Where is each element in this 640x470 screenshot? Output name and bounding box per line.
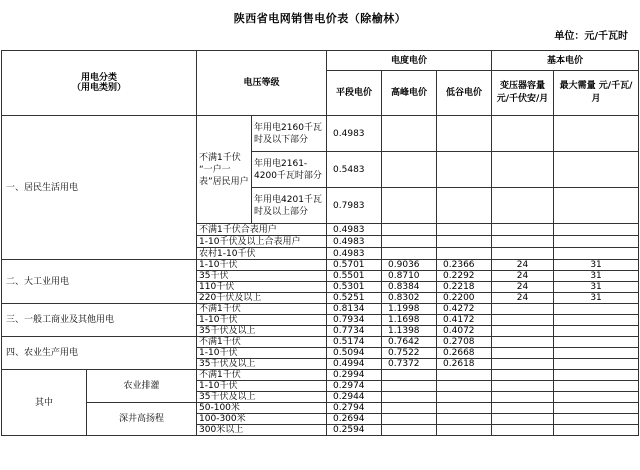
category-agriculture: 四、农业生产用电 [2, 337, 197, 370]
demand-cell: 31 [554, 260, 639, 271]
flat-cell: 0.5701 [327, 260, 382, 271]
voltage-cell: 300米以上 [197, 425, 327, 436]
header-energy-price: 电度电价 [327, 51, 492, 71]
valley-cell: 0.4072 [437, 326, 492, 337]
voltage-cell: 35千伏及以上 [197, 326, 327, 337]
one-meter-label: 不满1千伏 “一户一表”居民用户 [197, 116, 252, 224]
valley-cell: 0.4172 [437, 315, 492, 326]
flat-cell: 0.2944 [327, 392, 382, 403]
price-table [1, 50, 639, 436]
irrigation-label: 农业排灌 [87, 370, 197, 403]
category-industrial: 二、大工业用电 [2, 260, 197, 304]
header-peak: 高峰电价 [382, 71, 437, 116]
peak-cell: 0.7522 [382, 348, 437, 359]
header-valley: 低谷电价 [437, 71, 492, 116]
flat-cell: 0.2594 [327, 425, 382, 436]
voltage-cell: 1-10千伏 [197, 381, 327, 392]
transformer-cell: 24 [492, 260, 554, 271]
flat-cell: 0.4983 [327, 236, 382, 248]
page-title: 陕西省电网销售电价表（除榆林） [233, 12, 407, 25]
valley-cell: 0.2708 [437, 337, 492, 348]
peak-cell: 0.8302 [382, 293, 437, 304]
peak-cell: 0.7372 [382, 359, 437, 370]
voltage-cell: 不满1千伏 [197, 337, 327, 348]
voltage-cell: 35千伏 [197, 271, 327, 282]
flat-cell: 0.2794 [327, 403, 382, 414]
voltage-cell: 1-10千伏 [197, 348, 327, 359]
valley-cell: 0.2618 [437, 359, 492, 370]
flat-cell: 0.4983 [327, 224, 382, 236]
table-row [2, 304, 639, 315]
valley-cell: 0.2292 [437, 271, 492, 282]
table-row [2, 116, 639, 152]
flat-cell: 0.4983 [327, 248, 382, 260]
valley-cell: 0.2366 [437, 260, 492, 271]
tier2-label: 年用电2161-4200千瓦时部分 [252, 152, 327, 188]
voltage-cell: 50-100米 [197, 403, 327, 414]
tier3-label: 年用电4201千瓦时及以上部分 [252, 188, 327, 224]
flat-cell: 0.5174 [327, 337, 382, 348]
demand-cell: 31 [554, 271, 639, 282]
voltage-cell: 35千伏及以上 [197, 392, 327, 403]
peak-cell: 0.8710 [382, 271, 437, 282]
flat-cell: 0.8134 [327, 304, 382, 315]
flat-cell: 0.5301 [327, 282, 382, 293]
voltage-cell: 110千伏 [197, 282, 327, 293]
header-max-demand: 最大需量 元/千瓦/月 [554, 71, 639, 116]
tier1-flat: 0.4983 [327, 116, 382, 152]
flat-cell: 0.5094 [327, 348, 382, 359]
table-row [2, 403, 639, 414]
flat-cell: 0.7934 [327, 315, 382, 326]
category-residential: 一、居民生活用电 [2, 116, 197, 260]
flat-cell: 0.2974 [327, 381, 382, 392]
voltage-cell: 农村1-10千伏 [197, 248, 327, 260]
voltage-cell: 1-10千伏 [197, 315, 327, 326]
header-row-1 [2, 51, 639, 71]
tier1-label: 年用电2160千瓦时及以下部分 [252, 116, 327, 152]
voltage-cell: 35千伏及以上 [197, 359, 327, 370]
header-category: 用电分类 （用电类别） [2, 51, 197, 116]
tier3-flat: 0.7983 [327, 188, 382, 224]
deep-well-label: 深井高扬程 [87, 403, 197, 436]
header-transformer: 变压器容量 元/千伏安/月 [492, 71, 554, 116]
peak-cell: 0.9036 [382, 260, 437, 271]
flat-cell: 0.4994 [327, 359, 382, 370]
voltage-cell: 不满1千伏合表用户 [197, 224, 327, 236]
valley-cell: 0.2218 [437, 282, 492, 293]
transformer-cell: 24 [492, 293, 554, 304]
flat-cell: 0.2694 [327, 414, 382, 425]
peak-cell: 0.7642 [382, 337, 437, 348]
flat-cell: 0.7734 [327, 326, 382, 337]
table-row [2, 260, 639, 271]
voltage-cell: 1-10千伏及以上合表用户 [197, 236, 327, 248]
table-row [2, 370, 639, 381]
voltage-cell: 220千伏及以上 [197, 293, 327, 304]
peak-cell: 1.1698 [382, 315, 437, 326]
flat-cell: 0.5251 [327, 293, 382, 304]
voltage-cell: 100-300米 [197, 414, 327, 425]
peak-cell: 1.1398 [382, 326, 437, 337]
category-other: 其中 [2, 370, 87, 436]
category-commercial: 三、一般工商业及其他用电 [2, 304, 197, 337]
voltage-cell: 1-10千伏 [197, 260, 327, 271]
demand-cell: 31 [554, 293, 639, 304]
valley-cell: 0.2668 [437, 348, 492, 359]
transformer-cell: 24 [492, 282, 554, 293]
table-row [2, 337, 639, 348]
peak-cell: 0.8384 [382, 282, 437, 293]
voltage-cell: 不满1千伏 [197, 370, 327, 381]
peak-cell: 1.1998 [382, 304, 437, 315]
flat-cell: 0.2994 [327, 370, 382, 381]
header-basic-price: 基本电价 [492, 51, 639, 71]
valley-cell: 0.4272 [437, 304, 492, 315]
header-voltage: 电压等级 [197, 51, 327, 116]
tier2-flat: 0.5483 [327, 152, 382, 188]
valley-cell: 0.2200 [437, 293, 492, 304]
header-flat: 平段电价 [327, 71, 382, 116]
flat-cell: 0.5501 [327, 271, 382, 282]
unit-label: 单位：元/千瓦时 [554, 31, 628, 42]
demand-cell: 31 [554, 282, 639, 293]
transformer-cell: 24 [492, 271, 554, 282]
voltage-cell: 不满1千伏 [197, 304, 327, 315]
